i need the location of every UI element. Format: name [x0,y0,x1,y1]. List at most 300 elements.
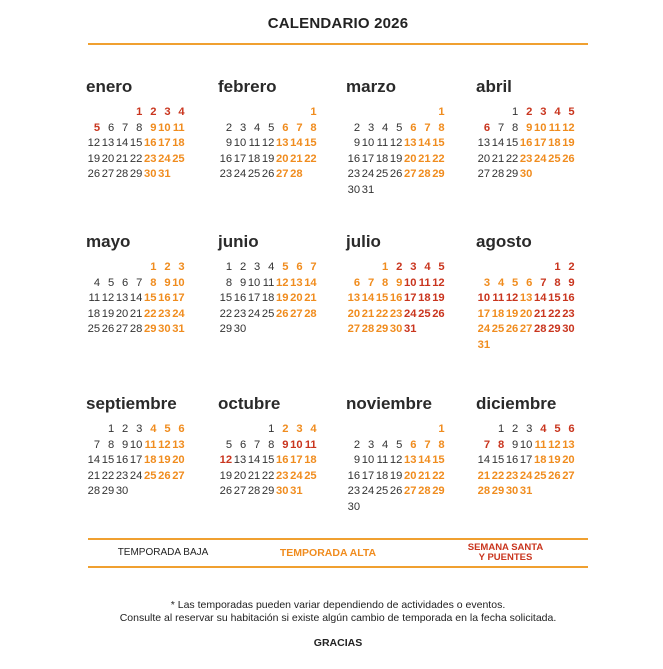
day-cell: 13 [347,292,361,304]
day-cell: 12 [219,454,233,466]
day-cell: 3 [178,261,185,273]
day-cell: 18 [491,307,505,320]
day-cell: 5 [93,121,101,134]
day-cell: 17 [361,152,375,165]
day-cell: 13 [101,137,115,149]
day-cell: 2 [512,423,519,435]
day-cell: 23 [505,469,519,482]
day-cell: 13 [290,276,303,289]
day-cell: 25 [144,469,157,482]
day-cell: 28 [361,323,375,335]
day-cell: 14 [129,292,143,304]
day-cell: 3 [526,423,533,435]
day-cell: 18 [418,292,431,304]
day-cell: 16 [158,292,171,304]
day-cell: 30 [158,323,171,335]
day-cell: 8 [150,276,157,289]
day-cell: 19 [101,307,115,320]
day-cell: 3 [136,423,143,435]
day-cell: 8 [136,121,143,134]
day-cell: 23 [389,307,403,320]
day-cell: 4 [150,423,157,435]
day-cell: 22 [548,307,561,320]
day-cell: 22 [432,469,445,482]
day-cell: 11 [262,276,275,289]
day-cell: 15 [432,137,445,149]
day-cell: 11 [492,292,505,304]
day-cell: 26 [101,323,115,335]
day-cell: 3 [483,276,491,289]
day-cell: 10 [172,276,185,289]
day-cell: 29 [219,323,233,335]
day-cell: 16 [144,137,157,149]
day-cell: 10 [158,121,171,134]
day-cell: 4 [310,423,317,435]
day-cell: 23 [158,307,171,320]
day-cell: 1 [150,261,157,273]
day-cell: 20 [233,469,247,482]
day-cell: 19 [261,152,275,165]
day-cell: 29 [432,485,445,497]
month-name: agosto [476,232,532,251]
day-cell: 6 [410,438,417,451]
day-cell: 9 [512,438,519,451]
day-cell: 15 [261,454,275,466]
day-cell: 18 [375,152,389,165]
day-cell: 20 [519,307,533,320]
day-cell: 14 [304,276,317,289]
month-day-grid [86,260,201,338]
day-cell: 19 [548,454,561,466]
day-cell: 29 [491,485,505,497]
day-cell: 27 [172,469,185,482]
day-cell: 8 [382,276,389,289]
day-cell: 6 [282,121,289,134]
day-cell: 10 [290,438,303,451]
month-julio [346,231,461,338]
day-cell: 20 [276,152,289,165]
day-cell: 11 [172,121,185,134]
day-cell: 30 [115,485,129,497]
month-day-grid [218,105,333,183]
month-marzo [346,76,461,198]
day-cell: 23 [233,307,247,320]
month-octubre [218,393,333,500]
day-cell: 26 [219,485,233,497]
month-diciembre [476,393,591,500]
day-cell: 10 [404,276,417,289]
day-cell: 15 [375,292,389,304]
day-cell: 31 [404,323,417,335]
day-cell: 9 [122,438,129,451]
legend-temporada-alta: TEMPORADA ALTA [279,547,377,559]
day-cell: 16 [233,292,247,304]
month-day-grid [346,422,461,515]
day-cell: 26 [548,469,561,482]
day-cell: 12 [276,276,289,289]
day-cell: 16 [276,454,289,466]
day-cell: 3 [239,121,247,134]
month-name: marzo [346,77,397,96]
day-cell: 7 [122,121,129,134]
day-cell: 21 [418,469,431,482]
month-day-grid [86,422,201,500]
page-title: CALENDARIO 2026 [267,15,409,32]
day-cell: 25 [261,307,275,320]
day-cell: 14 [290,137,303,149]
day-cell: 28 [418,168,431,180]
day-cell: 9 [526,121,533,134]
day-cell: 28 [477,485,491,497]
day-cell: 7 [367,276,375,289]
day-cell: 7 [296,121,303,134]
day-cell: 3 [367,121,375,134]
day-cell: 25 [548,152,561,165]
day-cell: 25 [375,485,389,497]
day-cell: 14 [418,137,431,149]
day-cell: 15 [129,137,143,149]
day-cell: 11 [248,137,261,149]
day-cell: 20 [477,152,491,165]
day-cell: 26 [87,168,101,180]
day-cell: 1 [497,423,505,435]
day-cell: 31 [361,183,375,196]
day-cell: 26 [158,469,171,482]
day-cell: 14 [418,454,431,466]
day-cell: 21 [304,292,317,304]
day-cell: 29 [375,323,389,335]
day-cell: 24 [158,152,171,165]
day-cell: 22 [304,152,317,165]
day-cell: 20 [172,454,185,466]
day-cell: 2 [353,438,361,451]
month-febrero [218,76,333,183]
day-cell: 22 [129,152,143,165]
day-cell: 26 [505,323,519,335]
day-cell: 27 [404,485,417,497]
day-cell: 30 [562,323,575,335]
day-cell: 1 [225,261,233,273]
day-cell: 19 [505,307,519,320]
day-cell: 9 [353,454,361,466]
day-cell: 30 [276,485,289,497]
month-enero [86,76,201,183]
day-cell: 30 [347,183,361,196]
day-cell: 18 [548,137,561,149]
day-cell: 23 [519,152,533,165]
month-day-grid [86,105,201,183]
day-cell: 27 [290,307,303,320]
day-cell: 13 [276,137,289,149]
day-cell: 9 [282,438,289,451]
day-cell: 31 [477,338,491,351]
day-cell: 11 [376,137,389,149]
day-cell: 21 [361,307,375,320]
day-cell: 18 [172,137,185,149]
day-cell: 21 [87,469,101,482]
day-cell: 8 [438,438,445,451]
legend-semana-santa-line1: SEMANA SANTA [467,542,544,553]
day-cell: 17 [172,292,185,304]
day-cell: 27 [404,168,417,180]
day-cell: 4 [497,276,505,289]
day-cell: 26 [432,307,445,320]
day-cell: 5 [225,438,233,451]
day-cell: 7 [497,121,505,134]
day-cell: 10 [361,454,375,466]
day-cell: 8 [225,276,233,289]
day-cell: 12 [101,292,115,304]
day-cell: 25 [491,323,505,335]
day-cell: 31 [519,485,533,497]
day-cell: 6 [526,276,533,289]
day-cell: 24 [519,469,533,482]
day-cell: 30 [347,500,361,513]
day-cell: 1 [554,261,561,273]
day-cell: 26 [562,152,575,165]
day-cell: 8 [438,121,445,134]
day-cell: 28 [304,307,317,320]
day-cell: 30 [233,323,247,335]
day-cell: 20 [404,152,417,165]
day-cell: 15 [548,292,561,304]
month-name: diciembre [476,394,557,413]
day-cell: 25 [172,152,185,165]
day-cell: 17 [534,137,547,149]
month-day-grid [218,260,333,338]
day-cell: 15 [144,292,157,304]
month-noviembre [346,393,461,515]
day-cell: 31 [158,168,171,180]
month-name: junio [218,232,259,251]
day-cell: 22 [505,152,519,165]
day-cell: 24 [534,152,547,165]
day-cell: 14 [361,292,375,304]
footnote-line-2: Consulte al reservar su habitación si existe algún cambio de temporada en la fecha solicitada. [119,612,557,624]
day-cell: 27 [562,469,575,482]
day-cell: 10 [519,438,533,451]
month-day-grid [346,260,461,338]
day-cell: 8 [310,121,317,134]
day-cell: 23 [562,307,575,320]
day-cell: 5 [107,276,115,289]
month-day-grid [476,105,591,183]
day-cell: 5 [512,276,519,289]
day-cell: 24 [172,307,185,320]
day-cell: 14 [491,137,505,149]
day-cell: 1 [382,261,389,273]
day-cell: 4 [382,438,389,451]
day-cell: 24 [290,469,303,482]
day-cell: 28 [418,485,431,497]
day-cell: 13 [115,292,129,304]
day-cell: 27 [115,323,129,335]
day-cell: 29 [505,168,519,180]
day-cell: 3 [164,106,171,118]
day-cell: 16 [519,137,533,149]
day-cell: 21 [290,152,303,165]
day-cell: 4 [178,106,185,118]
day-cell: 25 [247,168,261,180]
day-cell: 28 [115,168,129,180]
day-cell: 4 [93,276,101,289]
day-cell: 6 [107,121,115,134]
day-cell: 24 [361,485,375,497]
day-cell: 28 [290,168,303,180]
day-cell: 9 [225,137,233,149]
legend-semana-santa-line2: Y PUENTES [478,552,533,563]
day-cell: 18 [534,454,547,466]
day-cell: 28 [491,168,505,180]
day-cell: 17 [233,152,247,165]
day-cell: 25 [418,307,431,320]
top-divider [88,43,588,45]
day-cell: 12 [389,454,403,466]
day-cell: 30 [519,168,533,180]
day-cell: 30 [389,323,403,335]
day-cell: 25 [304,469,317,482]
day-cell: 27 [519,323,533,335]
day-cell: 6 [122,276,129,289]
day-cell: 1 [268,423,275,435]
day-cell: 2 [282,423,289,435]
day-cell: 23 [144,152,157,165]
day-cell: 10 [477,292,491,304]
day-cell: 13 [477,137,491,149]
day-cell: 15 [101,454,115,466]
day-cell: 14 [115,137,129,149]
day-cell: 20 [404,469,417,482]
month-septiembre [86,393,201,500]
day-cell: 8 [497,438,505,451]
day-cell: 30 [505,485,519,497]
day-cell: 22 [144,307,157,320]
day-cell: 19 [219,469,233,482]
day-cell: 17 [290,454,303,466]
day-cell: 23 [115,469,129,482]
day-cell: 19 [389,469,403,482]
day-cell: 11 [534,438,547,451]
day-cell: 6 [483,121,491,134]
day-cell: 4 [382,121,389,134]
day-cell: 28 [534,323,547,335]
day-cell: 15 [505,137,519,149]
day-cell: 17 [158,137,171,149]
day-cell: 17 [129,454,143,466]
day-cell: 4 [554,106,561,118]
day-cell: 12 [505,292,519,304]
month-day-grid [218,422,333,500]
day-cell: 7 [424,121,431,134]
month-name: julio [346,232,381,251]
day-cell: 12 [261,137,275,149]
day-cell: 2 [396,261,403,273]
day-cell: 21 [115,152,129,165]
day-cell: 8 [512,121,519,134]
day-cell: 6 [353,276,361,289]
day-cell: 1 [136,106,143,118]
day-cell: 9 [353,137,361,149]
day-cell: 4 [268,261,275,273]
day-cell: 13 [404,454,417,466]
day-cell: 2 [526,106,533,118]
day-cell: 21 [477,469,491,482]
day-cell: 1 [107,423,115,435]
day-cell: 3 [254,261,261,273]
month-junio [218,231,333,338]
day-cell: 2 [239,261,247,273]
day-cell: 4 [254,121,261,134]
day-cell: 26 [389,485,403,497]
day-cell: 11 [376,454,389,466]
month-name: septiembre [86,394,177,413]
month-agosto [476,231,591,353]
day-cell: 12 [158,438,171,451]
day-cell: 12 [562,121,575,134]
day-cell: 6 [296,261,303,273]
day-cell: 12 [389,137,403,149]
day-cell: 29 [548,323,561,335]
day-cell: 29 [101,485,115,497]
day-cell: 12 [548,438,561,451]
day-cell: 23 [219,168,233,180]
day-cell: 21 [418,152,431,165]
day-cell: 15 [304,137,317,149]
day-cell: 18 [375,469,389,482]
month-name: mayo [86,232,131,251]
day-cell: 17 [404,292,417,304]
legend-temporada-baja: TEMPORADA BAJA [117,547,209,558]
day-cell: 7 [310,261,317,273]
day-cell: 13 [233,454,247,466]
month-day-grid [476,422,591,500]
day-cell: 10 [247,276,261,289]
day-cell: 16 [115,454,129,466]
day-cell: 24 [477,323,491,335]
day-cell: 23 [276,469,289,482]
day-cell: 9 [239,276,247,289]
day-cell: 16 [219,152,233,165]
day-cell: 30 [144,168,157,180]
day-cell: 11 [418,276,431,289]
day-cell: 2 [225,121,233,134]
day-cell: 16 [505,454,519,466]
day-cell: 27 [276,168,289,180]
day-cell: 11 [548,121,561,134]
day-cell: 13 [562,438,575,451]
month-mayo [86,231,201,338]
day-cell: 10 [233,137,247,149]
day-cell: 10 [129,438,143,451]
day-cell: 28 [87,485,101,497]
day-cell: 24 [361,168,375,180]
day-cell: 9 [164,276,171,289]
day-cell: 7 [136,276,143,289]
day-cell: 27 [477,168,491,180]
day-cell: 1 [438,106,445,118]
day-cell: 13 [404,137,417,149]
day-cell: 14 [534,292,547,304]
day-cell: 24 [129,469,143,482]
day-cell: 16 [347,469,361,482]
month-name: febrero [218,77,277,96]
day-cell: 3 [410,261,417,273]
day-cell: 22 [432,152,445,165]
legend [88,540,588,566]
day-cell: 3 [367,438,375,451]
day-cell: 19 [432,292,445,304]
legend-bottom-divider [88,566,588,568]
